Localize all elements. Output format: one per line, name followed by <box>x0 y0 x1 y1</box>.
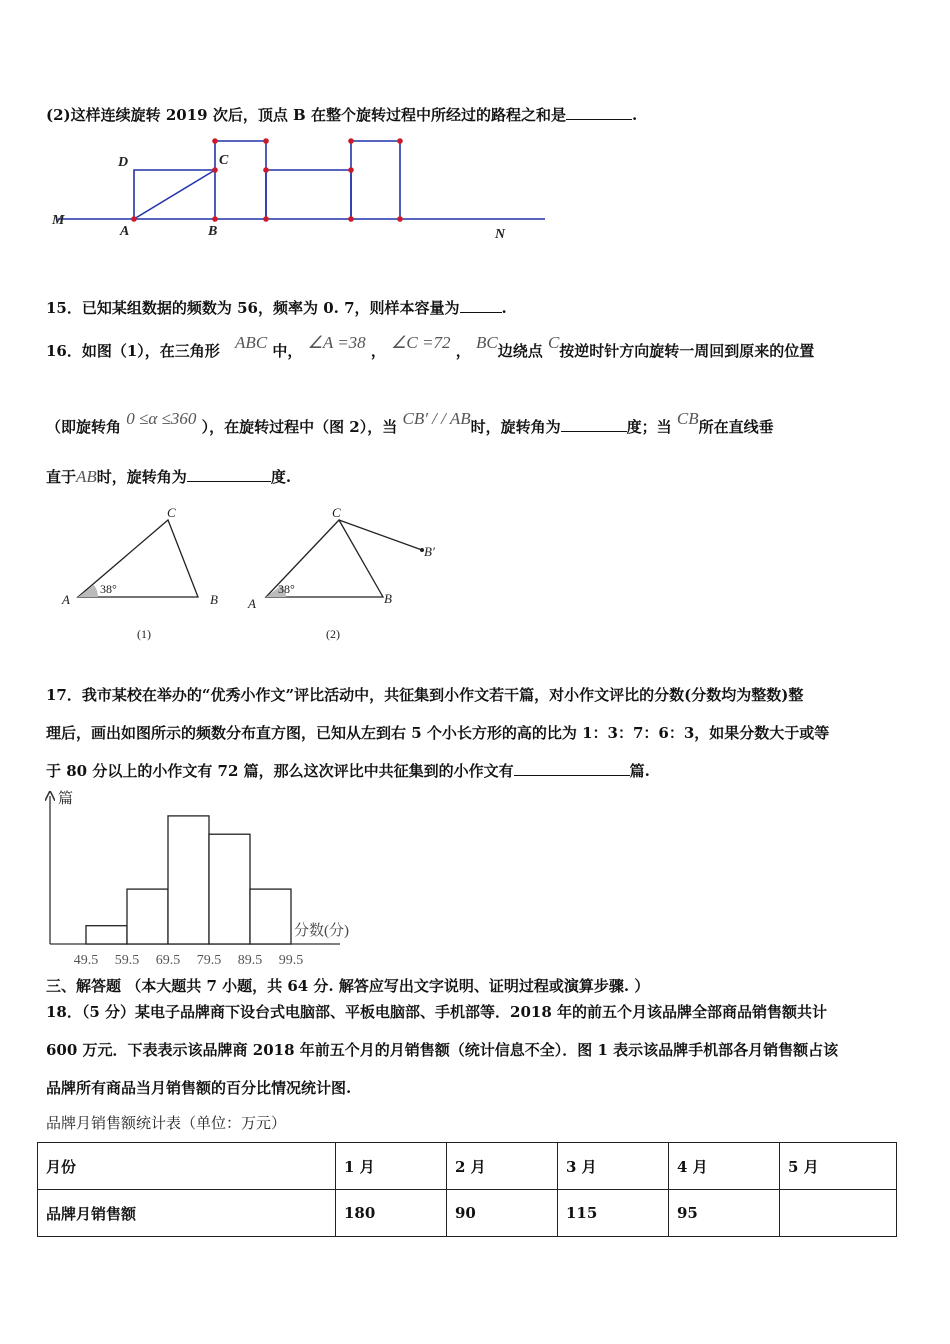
label-a: A <box>120 224 130 239</box>
histogram-bar <box>168 816 209 944</box>
histogram-bar <box>250 889 291 944</box>
answer-blank <box>561 417 627 432</box>
fig1-caption: (1) <box>137 627 151 641</box>
q18-line3: 品牌所有商品当月销售额的百分比情况统计图. <box>46 1079 352 1097</box>
frequency-histogram <box>40 788 380 968</box>
table-cell: 2 月 <box>447 1143 558 1190</box>
fig1-label-a: A <box>62 592 70 607</box>
fig2-label-c: C <box>332 505 341 520</box>
q17-line3: 于 80 分以上的小作文有 72 篇，那么这次评比中共征集到的小作文有 篇. <box>46 762 650 780</box>
table-row <box>38 1190 897 1237</box>
histogram-bar <box>209 834 250 944</box>
q16-line2: （即旋转角 0 ≤α ≤360 ），在旋转过程中（图 2），当 CB′ / / AB时，旋转角为 度；当 CB所在直线垂 <box>46 409 774 436</box>
q16-line3: 直于AB时，旋转角为 度. <box>46 467 292 486</box>
q15: 15．已知某组数据的频数为 56，频率为 0. 7，则样本容量为 . <box>46 299 507 317</box>
table-cell <box>780 1190 897 1237</box>
table-cell: 95 <box>669 1190 780 1237</box>
y-axis-label: 篇 <box>58 791 74 807</box>
table-cell: 1 月 <box>336 1143 447 1190</box>
section-title: 三、解答题 （本大题共 7 小题，共 64 分. 解答应写出文字说明、证明过程或演算步骤. ） <box>46 977 650 995</box>
rotating-squares-figure <box>40 132 560 244</box>
label-m: M <box>52 213 65 228</box>
q17-line2: 理后，画出如图所示的频数分布直方图，已知从左到右 5 个小长方形的高的比为 1：3：7：6：3，如果分数大于或等 <box>46 724 830 742</box>
fig1-label-c: C <box>167 505 176 520</box>
label-d: D <box>118 155 129 170</box>
fig2-angle: 38° <box>278 582 295 596</box>
q14-part2: (2)这样连续旋转 2019 次后，顶点 B 在整个旋转过程中所经过的路程之和是 . <box>46 106 638 124</box>
fig2-label-b: B <box>384 591 392 606</box>
answer-blank <box>566 105 632 120</box>
x-tick-label: 79.5 <box>196 953 222 968</box>
table-caption: 品牌月销售额统计表（单位：万元） <box>46 1114 287 1132</box>
x-tick-label: 89.5 <box>237 953 263 968</box>
histogram-bar <box>86 926 127 944</box>
triangle-figures <box>50 500 470 650</box>
q18-line2: 600 万元．下表表示该品牌商 2018 年前五个月的月销售额（统计信息不全）．图 1 表示该品牌手机部各月销售额占该 <box>46 1041 839 1059</box>
table-cell: 3 月 <box>558 1143 669 1190</box>
table-cell: 5 月 <box>780 1143 897 1190</box>
table-header-row <box>38 1143 897 1190</box>
x-tick-label: 59.5 <box>114 953 140 968</box>
table-cell: 月份 <box>38 1143 336 1190</box>
fig2-label-bprime: B′ <box>424 544 435 559</box>
fig1-angle: 38° <box>100 582 117 596</box>
x-tick-label: 49.5 <box>73 953 99 968</box>
x-tick-label: 99.5 <box>278 953 304 968</box>
answer-blank <box>460 298 502 313</box>
fig2-label-a: A <box>248 596 256 611</box>
q17-line1: 17．我市某校在举办的“优秀小作文”评比活动中，共征集到小作文若干篇，对小作文评比的分数(分数均为整数)整 <box>46 686 804 704</box>
q18-line1: 18．（5 分）某电子品牌商下设台式电脑部、平板电脑部、手机部等．2018 年的前五个月该品牌全部商品销售额共计 <box>46 1003 828 1021</box>
table-cell: 品牌月销售额 <box>38 1190 336 1237</box>
q16-line1: 16．如图（1），在三角形 ABC 中， ∠A =38 ， ∠C =72 ， BC边绕点 C按逆时针方向旋转一周回到原来的位置 <box>46 333 815 360</box>
table-cell: 4 月 <box>669 1143 780 1190</box>
table-cell: 115 <box>558 1190 669 1237</box>
answer-blank <box>514 761 630 776</box>
x-axis-label: 分数(分) <box>294 923 349 939</box>
table-cell: 180 <box>336 1190 447 1237</box>
fig1-label-b: B <box>210 592 218 607</box>
x-tick-label: 69.5 <box>155 953 181 968</box>
answer-blank <box>187 467 271 482</box>
histogram-bar <box>127 889 168 944</box>
label-c: C <box>219 153 229 168</box>
label-n: N <box>495 227 506 242</box>
fig2-caption: (2) <box>326 627 340 641</box>
label-b: B <box>208 224 218 239</box>
table-cell: 90 <box>447 1190 558 1237</box>
sales-table <box>37 1142 897 1237</box>
